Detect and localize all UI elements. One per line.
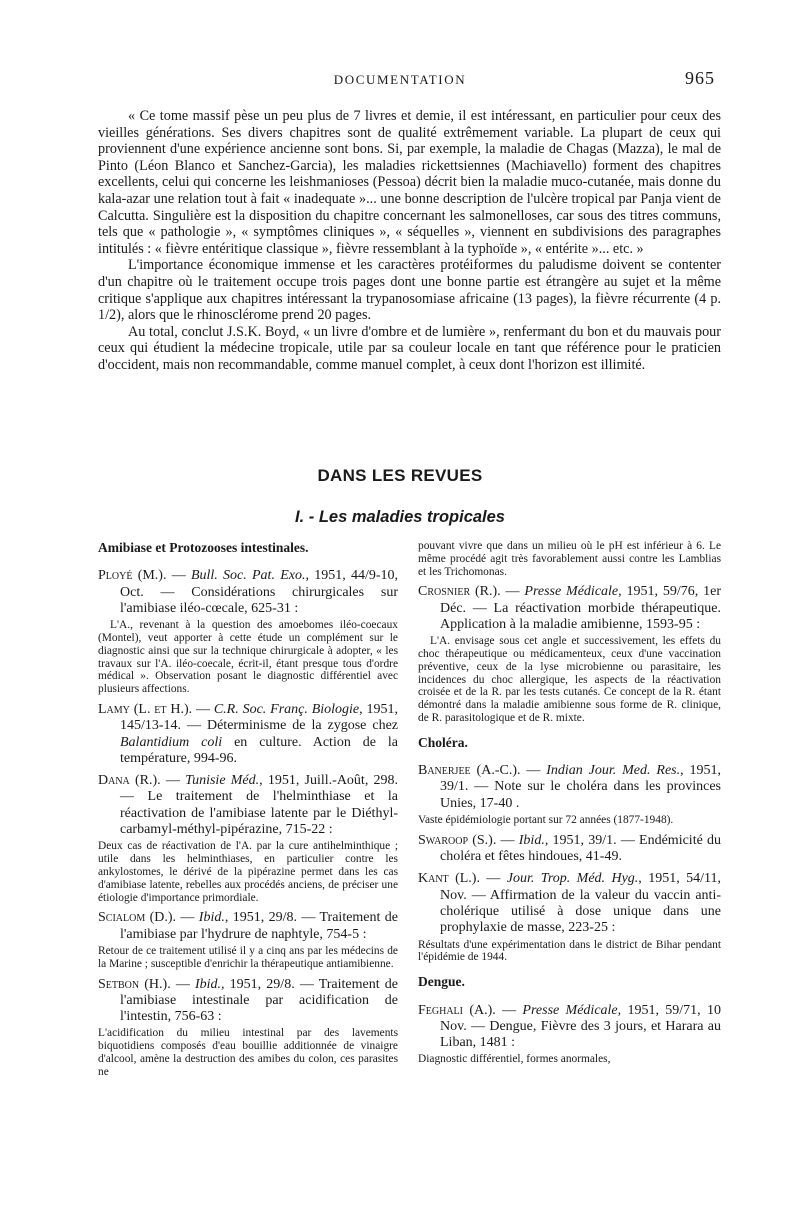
- entry-journal: Presse Médicale: [522, 1002, 618, 1018]
- intro-paragraph: L'importance économique immense et les caractères protéiformes du paludisme doivent se contenter d'un chapitre où le traitement occupe trois pages dont une bonne partie est étrangère au sujet et la même critique s'applique aux chapitres intéressant la trypanosomiase africaine (13 pages), la fièvre récurrente (4 p. 1/2), alors que le rhinosclérome prend 20 pages.: [98, 257, 721, 324]
- entry-details: , 1951, 29/8. — Traitement de l'amibiase par l'hydrure de naphtyle, 754-5 :: [120, 910, 398, 942]
- entry-details: , 1951, 59/71, 10 Nov. — Dengue, Fièvre des 3 jours, et Harara au Liban, 1481 :: [440, 1002, 722, 1051]
- bibliography-entry: [98, 568, 398, 696]
- section-subtitle: I. - Les maladies tropicales: [294, 508, 505, 526]
- entry-separator: —: [495, 1002, 523, 1018]
- entry-author: Crosnier (R.).: [418, 584, 501, 600]
- bibliography-entry: [418, 584, 721, 724]
- entry-journal: Jour. Trop. Méd. Hyg.: [506, 871, 639, 887]
- entry-reference: [98, 702, 398, 767]
- category-heading: Dengue.: [418, 974, 465, 990]
- entry-reference: [418, 584, 721, 633]
- intro-text: [98, 108, 721, 374]
- entry-details: , 1951, Juill.-Août, 298. — Le traitement de l'helminthiase et la réactivation de l'amibiase latente par le Diéthyl-carbamyl-méthyl-pipérazine, 715-22 :: [120, 773, 399, 838]
- entry-journal: Indian Jour. Med. Res.: [546, 763, 681, 779]
- entry-reference: [418, 1003, 721, 1052]
- bibliography-entry: [418, 833, 721, 866]
- category-heading: Amibiase et Protozooses intestinales.: [98, 540, 309, 555]
- bibliography-entry: [98, 977, 398, 1079]
- entry-author: Banerjee (A.-C.).: [418, 763, 521, 779]
- entry-abstract: L'A., revenant à la question des amoebomes iléo-coecaux (Montel), veut apporter à cette étude un complément sur le diagnostic ainsi que sur la technique chirurgicale à adopter, « les travaux sur l'A. iléo-coecale, écrit-il, étant presque tous d'ordre médical ». Observation posant le diagnostic différentiel avec plusieurs affections.: [98, 619, 398, 696]
- entry-abstract: Retour de ce traitement utilisé il y a cinq ans par les médecins de la Marine ; susceptible d'enrichir la thérapeutique antiamibienne.: [98, 944, 398, 970]
- entry-reference: [98, 568, 398, 617]
- entry-journal: Tunisie Méd.: [185, 773, 260, 789]
- entry-separator: —: [496, 832, 519, 848]
- entry-separator: —: [479, 871, 507, 887]
- intro-paragraph: « Ce tome massif pèse un peu plus de 7 livres et demie, il est intéressant, en particulier pour ceux des vieilles générations. Ses divers chapitres sont de qualité extrêmement variable. La plupart de ceux qui proviennent d'une expérience ancienne sont bons. Si, par exemple, la maladie de Chagas (Mazza), le mal de Pinto (Léon Blanco et Sanchez-Garcia), les maladies rickettsiennes (Machiavello) forment des chapitres excellents, celui qui concerne les leishmanioses (Pessoa) décrit bien la maladie muco-cutanée, mais donne du kala-azar une relation tout à fait « inadequate »... une bonne description de l'ulcère tropical par Panja vient de Calcutta. Singulière est la disposition du chapitre concernant les salmonelloses, car sous des titres communs, tels que « pathologie », « symptômes cliniques », « séquelles », viennent en subdivisions des paragraphes intitulés : « fièvre entéritique classique », fièvre ressemblant à la typhoïde », « entérite »... etc. »: [98, 108, 721, 257]
- entry-separator: —: [160, 773, 186, 789]
- entry-details: , 1951, 29/8. — Traitement de l'amibiase intestinale par acidification de l'intestin, 756-63 :: [120, 976, 398, 1025]
- category-heading: Choléra.: [418, 734, 468, 750]
- entry-reference: [98, 773, 398, 838]
- entry-journal: Ibid.: [194, 976, 222, 992]
- entry-reference: [418, 871, 721, 936]
- entry-abstract: Diagnostic différentiel, formes anormales,: [418, 1053, 611, 1066]
- entry-separator: —: [500, 584, 525, 600]
- entry-separator: —: [170, 976, 195, 992]
- entry-abstract: Deux cas de réactivation de l'A. par la cure antihelminthique ; utile dans les helminthiases, en particulier contre les ankylostomes, le dérivé de la pipérazine permet dans les cas d'amibiase latente, rebelles aux procédés anciens, de préciser une étiologie d'importance primordiale.: [98, 840, 398, 904]
- entry-abstract: Résultats d'une expérimentation dans le district de Bihar pendant l'épidémie de 1944.: [418, 938, 721, 964]
- entry-details: , 1951, 39/1. — Endémicité du choléra et fêtes hindoues, 41-49.: [440, 832, 722, 865]
- entry-abstract: L'A. envisage sous cet angle et successivement, les effets du choc thérapeutique ou médicamenteux, ceux d'une vaccination préventive, ceux de la lyse microbienne ou parasitaire, les incidences du choc allergique, les aspects de la réactivation croisée et de la R. par les tests cutanés. Ce concept de la R. étant démontré dans la maladie amibienne sous forme de R. clinique, de R. parasitologique et de R. mixte.: [418, 635, 721, 725]
- entry-details: , 1951, 39/1. — Note sur le choléra dans les provinces Unies, 17-40 .: [440, 763, 721, 811]
- entry-details: , 1951, 44/9-10, Oct. — Considérations chirurgicales sur l'amibiase iléo-cœcale, 625-31 :: [120, 568, 398, 616]
- entry-organism: Balantidium coli: [120, 734, 223, 750]
- entry-details: en culture. Action de la température, 994-96.: [120, 734, 398, 766]
- entry-author: Kant (L.).: [418, 871, 480, 887]
- running-header: DOCUMENTATION: [333, 72, 467, 87]
- page-number: 965: [685, 68, 715, 88]
- entry-reference: [418, 833, 721, 866]
- entry-separator: —: [520, 763, 547, 779]
- entry-details: , 1951, 59/76, 1er Déc. — La réactivation morbide thérapeutique. Application à la maladie amibienne, 1593-95 :: [440, 584, 722, 632]
- bibliography-entry: [98, 910, 398, 970]
- entry-details: , 1951, 54/11, Nov. — Affirmation de la valeur du vaccin anti-cholérique utilisé à dose unique dans une prophylaxie de masse, 223-25 :: [440, 871, 721, 936]
- entry-author: Swaroop (S.).: [418, 832, 497, 848]
- section-title: DANS LES REVUES: [317, 466, 483, 485]
- entry-author: Scialom (D.).: [98, 910, 177, 926]
- entry-author: Ployé (M.).: [98, 568, 167, 584]
- right-column: [418, 540, 721, 1072]
- entry-author: Lamy (L. et H.).: [98, 701, 193, 717]
- bibliography-entry: [418, 871, 721, 964]
- entry-separator: —: [176, 910, 199, 926]
- entry-journal: Bull. Soc. Pat. Exo.: [190, 568, 306, 584]
- bibliography-entry: [98, 773, 398, 904]
- bibliography-entry: [418, 1003, 721, 1067]
- entry-separator: —: [166, 568, 191, 584]
- entry-reference: [418, 763, 721, 812]
- entry-abstract: L'acidification du milieu intestinal par des lavements biquotidiens composés d'eau bouillie additionnée de vinaigre d'alcool, amène la destruction des amibes du colon, ces parasites ne: [98, 1027, 398, 1078]
- entry-journal: Ibid.: [198, 910, 225, 926]
- intro-paragraph: Au total, conclut J.S.K. Boyd, « un livre d'ombre et de lumière », renfermant du bon et du mauvais pour ceux qui étudient la médecine tropicale, utile par sa couleur locale en tant que référence pour le praticien d'occident, mais non recommandable, comme manuel complet, à ceux dont l'horizon est illimité.: [98, 323, 721, 373]
- bibliography-entry: [418, 763, 721, 827]
- entry-separator: —: [192, 701, 214, 717]
- entry-journal: Presse Médicale: [524, 584, 619, 600]
- entry-author: Dana (R.).: [98, 773, 161, 789]
- bibliography-entry: [98, 702, 398, 767]
- left-column: [98, 540, 398, 1085]
- entry-journal: C.R. Soc. Franç. Biologie: [213, 701, 360, 717]
- entry-author: Feghali (A.).: [418, 1002, 496, 1018]
- entry-author: Setbon (H.).: [98, 976, 171, 992]
- entry-abstract-continuation: pouvant vivre que dans un milieu où le pH est inférieur à 6. Le même procédé agit très favorablement aussi contre les Lamblias et les Trichomonas.: [418, 540, 721, 578]
- entry-reference: [98, 977, 398, 1026]
- entry-reference: [98, 910, 398, 943]
- entry-abstract: Vaste épidémiologie portant sur 72 années (1877-1948).: [418, 814, 674, 827]
- entry-journal: Ibid.: [518, 832, 545, 848]
- entry-details: , 1951, 145/13-14. — Déterminisme de la zygose chez: [120, 701, 399, 734]
